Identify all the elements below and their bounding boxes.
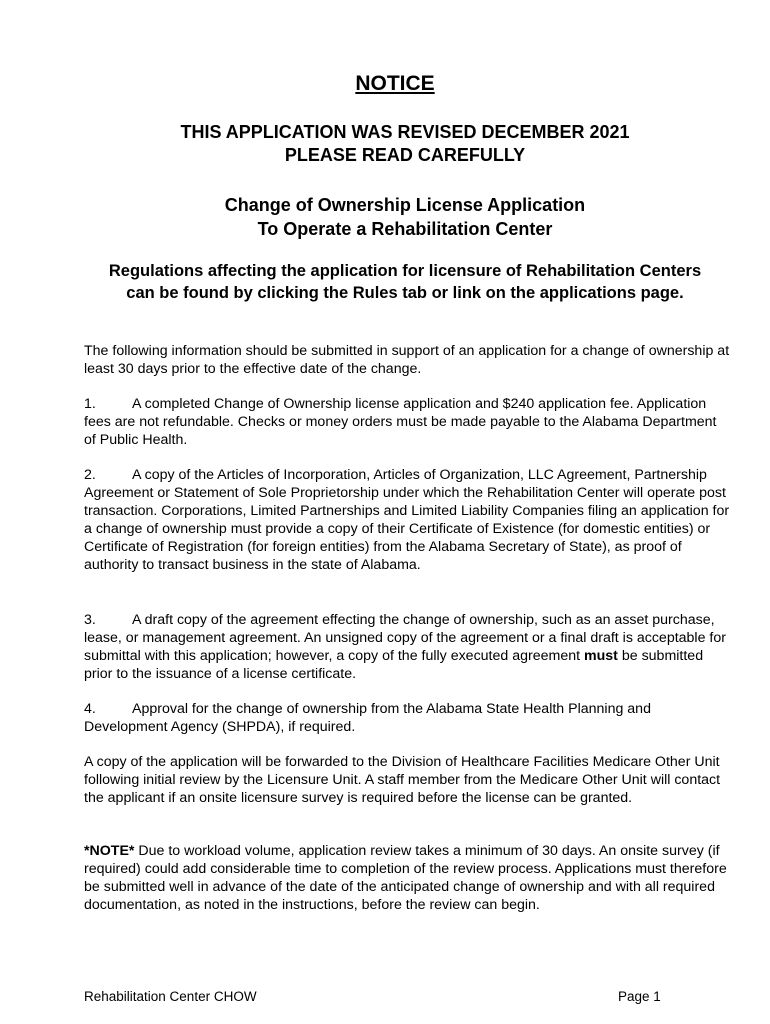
list-item-text: Approval for the change of ownership from the Alabama State Health Planning and Development Agency (SHPDA), if required. (84, 701, 651, 736)
notice-title: NOTICE (355, 72, 435, 95)
application-title-line-2: To Operate a Rehabilitation Center (257, 219, 553, 239)
list-item-emphasis: must (584, 648, 618, 665)
regulations-note (20, 261, 770, 304)
note-text: Due to workload volume, application review takes a minimum of 30 days. An onsite survey (if required) could add considerable time to completion of the review process. Applications must therefore be submitted well in advance of the date of the anticipated change of ownership and with all required documentation, as noted in the instructions, before the review can begin. (84, 843, 727, 914)
revision-line-2: PLEASE READ CAREFULLY (284, 145, 526, 165)
application-title (20, 193, 770, 241)
list-item-1 (84, 395, 730, 449)
list-item-text-after: be submitted prior to the issuance of a license certificate. (84, 648, 704, 683)
footer-document-name: Rehabilitation Center CHOW (84, 989, 257, 1004)
list-item-text: A completed Change of Ownership license application and $240 application fee. Application fees are not refundable. Checks or money orders must be made payable to the Alabama Department of Public Health. (84, 396, 717, 449)
intro-paragraph: The following information should be submitted in support of an application for a change of ownership at least 30 days prior to the effective date of the change. (84, 343, 730, 378)
list-item-3 (84, 611, 730, 683)
list-item-4 (84, 700, 730, 736)
note-label: *NOTE* (84, 843, 135, 859)
list-item-2 (84, 466, 730, 575)
revision-notice (20, 121, 770, 167)
revision-line-1: THIS APPLICATION WAS REVISED DECEMBER 2021 (180, 122, 630, 142)
list-item-text-before: A draft copy of the agreement effecting the change of ownership, such as an asset purchase, lease, or management agreement. An unsigned copy of the agreement or a final draft is acceptable for submittal with this application; however, a copy of the fully executed agreement (84, 612, 726, 665)
list-item-text: A copy of the Articles of Incorporation, Articles of Organization, LLC Agreement, Partnership Agreement or Statement of Sole Proprietorship under which the Rehabilitation Center will operate post transaction. Corporations, Limited Partnerships and Limited Liability Companies filing an application for a change of ownership must provide a copy of their Certificate of Existence (for domestic entities) or Certificate of Registration (for foreign entities) from the Alabama Secretary of State), as proof of authority to transact business in the state of Alabama. (84, 467, 730, 574)
list-item-number: 4. (84, 701, 96, 717)
application-title-line-1: Change of Ownership License Application (224, 195, 586, 215)
regulations-text: Regulations affecting the application for licensure of Rehabilitation Centers can be found by clicking the Rules tab or link on the applications page. (108, 262, 702, 302)
note-paragraph (84, 842, 730, 914)
footer-page-number: Page 1 (618, 989, 661, 1004)
list-item-number: 3. (84, 612, 96, 628)
forward-paragraph: A copy of the application will be forwarded to the Division of Healthcare Facilities Medicare Other Unit following initial review by the Licensure Unit. A staff member from the Medicare Other Unit will contact the applicant if an onsite licensure survey is required before the license can be granted. (84, 754, 721, 807)
list-item-number: 2. (84, 467, 96, 483)
list-item-number: 1. (84, 396, 96, 412)
